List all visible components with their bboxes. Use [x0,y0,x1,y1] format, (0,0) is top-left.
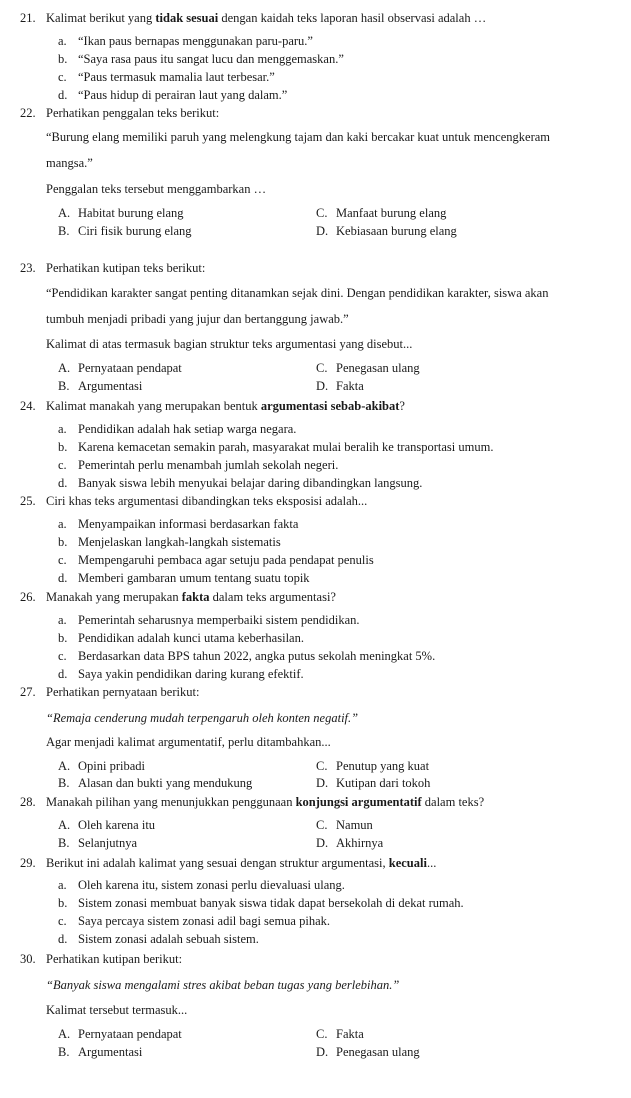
option: c. Mempengaruhi pembaca agar setuju pada pendapat penulis [58,553,374,567]
option: a. Pendidikan adalah hak setiap warga negara. [58,422,297,436]
option: c. Pemerintah perlu menambah jumlah sekolah negeri. [58,458,339,472]
question-text: Perhatikan kutipan berikut: [46,952,183,966]
option: d. Sistem zonasi adalah sebuah sistem. [58,932,259,946]
option: A. Habitat burung elang [58,206,184,220]
option: b. Menjelaskan langkah-langkah sistematis [58,535,281,549]
question-text: Perhatikan kutipan teks berikut: [46,261,206,275]
option: d. “Paus hidup di perairan laut yang dalam.” [58,88,288,102]
quote-line: mangsa.” [46,156,93,170]
option: C. Penegasan ulang [316,361,420,375]
question-text: Perhatikan penggalan teks berikut: [46,106,220,120]
option: a. “Ikan paus bernapas menggunakan paru-paru.” [58,34,313,48]
option: d. Banyak siswa lebih menyukai belajar daring dibandingkan langsung. [58,476,423,490]
option: A. Pernyataan pendapat [58,1027,182,1041]
question-number: 27. [20,685,36,699]
quote-line: “Pendidikan karakter sangat penting ditanamkan sejak dini. Dengan pendidikan karakter, siswa akan [46,286,549,300]
question-23 [20,260,623,276]
question-26 [20,589,623,605]
quote-line: “Banyak siswa mengalami stres akibat beban tugas yang berlebihan.” [46,978,400,992]
option: b. Sistem zonasi membuat banyak siswa tidak dapat bersekolah di dekat rumah. [58,896,464,910]
question-prompt: Kalimat di atas termasuk bagian struktur teks argumentasi yang disebut... [46,337,413,351]
question-number: 22. [20,106,36,120]
option: c. Saya percaya sistem zonasi adil bagi semua pihak. [58,914,331,928]
question-number: 26. [20,590,36,604]
option: A. Pernyataan pendapat [58,361,182,375]
question-28 [20,794,623,810]
quote-line: “Burung elang memiliki paruh yang melengkung tajam dan kaki bercakar kuat untuk mencengkeram [46,130,550,144]
question-text: Manakah pilihan yang menunjukkan penggunaan konjungsi argumentatif dalam teks? [46,795,485,809]
question-30 [20,951,623,967]
question-29 [20,855,623,871]
quote-line: tumbuh menjadi pribadi yang jujur dan bertanggung jawab.” [46,312,349,326]
option: B. Argumentasi [58,1045,143,1059]
option: C. Fakta [316,1027,364,1041]
option: B. Ciri fisik burung elang [58,224,192,238]
option: b. Karena kemacetan semakin parah, masyarakat mulai beralih ke transportasi umum. [58,440,494,454]
option: B. Selanjutnya [58,836,138,850]
question-prompt: Penggalan teks tersebut menggambarkan … [46,182,267,196]
question-prompt: Agar menjadi kalimat argumentatif, perlu ditambahkan... [46,735,331,749]
question-21 [20,10,623,26]
option: C. Manfaat burung elang [316,206,447,220]
option: B. Argumentasi [58,379,143,393]
option: D. Penegasan ulang [316,1045,420,1059]
question-text: Perhatikan pernyataan berikut: [46,685,200,699]
question-number: 21. [20,11,36,25]
option: C. Namun [316,818,373,832]
question-text: Kalimat manakah yang merupakan bentuk argumentasi sebab-akibat? [46,399,405,413]
quote-line: “Remaja cenderung mudah terpengaruh oleh konten negatif.” [46,711,359,725]
option: a. Oleh karena itu, sistem zonasi perlu dievaluasi ulang. [58,878,345,892]
option: a. Pemerintah seharusnya memperbaiki sistem pendidikan. [58,613,360,627]
option: D. Kebiasaan burung elang [316,224,457,238]
question-text: Ciri khas teks argumentasi dibandingkan teks eksposisi adalah... [46,494,368,508]
option: a. Menyampaikan informasi berdasarkan fakta [58,517,299,531]
option: b. Pendidikan adalah kunci utama keberhasilan. [58,631,304,645]
question-24 [20,398,623,414]
question-number: 25. [20,494,36,508]
question-number: 30. [20,952,36,966]
question-22 [20,105,623,121]
question-text: Kalimat berikut yang tidak sesuai dengan kaidah teks laporan hasil observasi adalah … [46,11,487,25]
question-prompt: Kalimat tersebut termasuk... [46,1003,188,1017]
option: D. Fakta [316,379,364,393]
question-number: 23. [20,261,36,275]
question-25 [20,493,623,509]
option: d. Memberi gambaran umum tentang suatu topik [58,571,310,585]
option: D. Akhirnya [316,836,384,850]
question-text: Manakah yang merupakan fakta dalam teks argumentasi? [46,590,336,604]
option: C. Penutup yang kuat [316,759,430,773]
question-number: 29. [20,856,36,870]
option: A. Oleh karena itu [58,818,156,832]
question-number: 24. [20,399,36,413]
option: c. Berdasarkan data BPS tahun 2022, angka putus sekolah meningkat 5%. [58,649,436,663]
question-text: Berikut ini adalah kalimat yang sesuai dengan struktur argumentasi, kecuali... [46,856,437,870]
option: b. “Saya rasa paus itu sangat lucu dan menggemaskan.” [58,52,344,66]
option: A. Opini pribadi [58,759,146,773]
option: D. Kutipan dari tokoh [316,776,431,790]
question-27 [20,684,623,700]
option: d. Saya yakin pendidikan daring kurang efektif. [58,667,304,681]
option: B. Alasan dan bukti yang mendukung [58,776,253,790]
question-number: 28. [20,795,36,809]
option: c. “Paus termasuk mamalia laut terbesar.” [58,70,275,84]
